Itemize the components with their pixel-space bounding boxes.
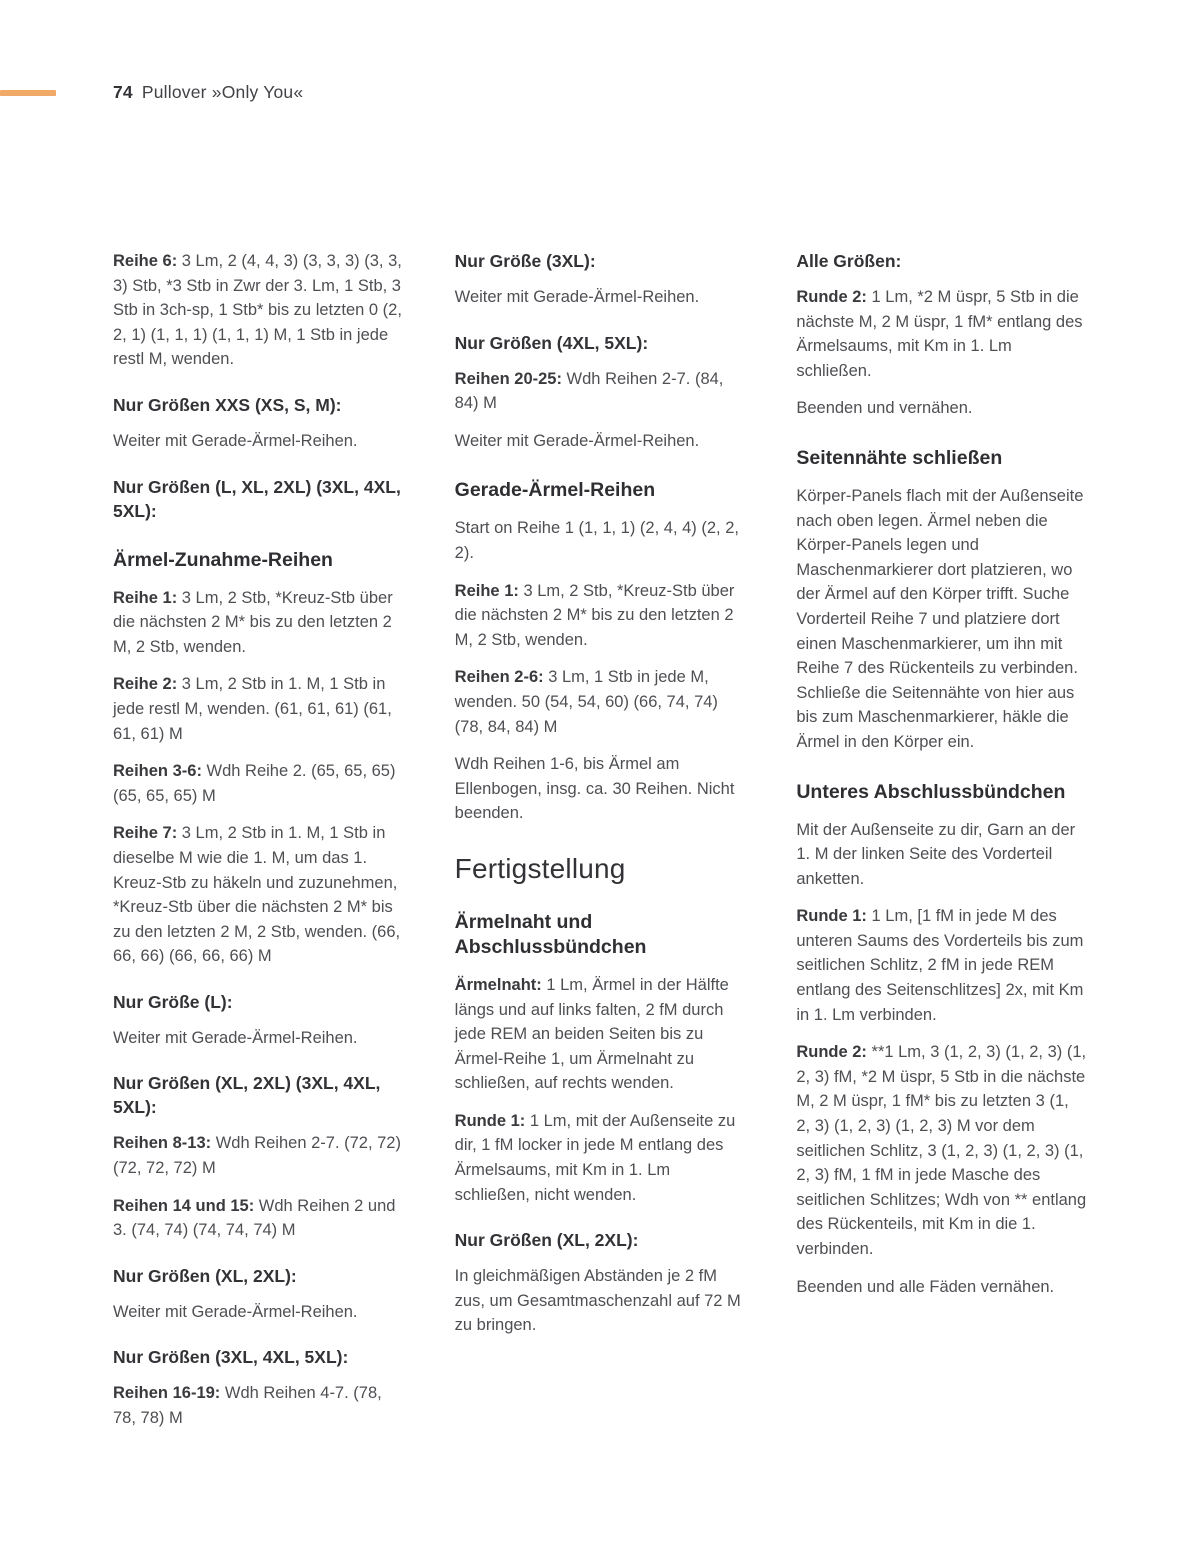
paragraph: Weiter mit Gerade-Ärmel-Reihen. bbox=[454, 288, 700, 306]
row-label: Runde 2: bbox=[796, 288, 867, 306]
column-1 bbox=[113, 249, 404, 1444]
row-label: Reihen 2-6: bbox=[454, 668, 544, 687]
column-3 bbox=[796, 249, 1087, 1444]
instruction-paragraph: Reihen 8-13: Wdh Reihen 2-7. (72, 72) (72, 72, 72) M bbox=[113, 1134, 401, 1178]
page-title: Pullover »Only You« bbox=[141, 82, 304, 102]
row-label: Reihe 7: bbox=[113, 824, 178, 843]
size-heading: Nur Größe (L): bbox=[113, 991, 233, 1012]
subsection-heading: Unteres Abschlussbündchen bbox=[796, 780, 1066, 803]
row-label: Ärmelnaht: bbox=[454, 975, 542, 994]
instruction-paragraph: Runde 2: **1 Lm, 3 (1, 2, 3) (1, 2, 3) (1, 2, 3) fM, *2 M üspr, 5 Stb in die nächste M, 2 M üspr, 1 fM* bis zu letzten 3 (1, 2, 3) (1, 2, 3) (1, 2, 3) M vor dem seitlichen Schlitz, 3 (1, 2, 3) (1, 2, 3) (1, 2, 3) fM, 1 fM in jede Masche des seitlichen Schlitzes; Wdh von ** entlang des Rückenteils, mit Km in die 1. verbinden. bbox=[796, 1043, 1087, 1258]
instruction-paragraph: Reihen 3-6: Wdh Reihe 2. (65, 65, 65) (65, 65, 65) M bbox=[113, 762, 396, 805]
instruction-paragraph: Reihen 2-6: 3 Lm, 1 Stb in jede M, wenden. 50 (54, 54, 60) (66, 74, 74) (78, 84, 84) M bbox=[454, 668, 718, 736]
paragraph: Beenden und alle Fäden vernähen. bbox=[796, 1277, 1055, 1296]
row-label: Reihen 8-13: bbox=[113, 1134, 212, 1153]
row-label: Runde 1: bbox=[454, 1111, 526, 1130]
accent-bar bbox=[0, 90, 56, 96]
row-label: Runde 2: bbox=[796, 1043, 867, 1062]
instruction-paragraph: Ärmelnaht: 1 Lm, Ärmel in der Hälfte längs und auf links falten, 2 fM durch jede REM an beiden Seiten bis zu Ärmel-Reihe 1, um Ärmelnaht zu schließen, auf rechts wenden. bbox=[454, 975, 729, 1093]
size-heading: Nur Größen (3XL, 4XL, 5XL): bbox=[113, 1347, 349, 1368]
paragraph: Weiter mit Gerade-Ärmel-Reihen. bbox=[113, 1302, 358, 1321]
instruction-paragraph: Reihe 7: 3 Lm, 2 Stb in 1. M, 1 Stb in dieselbe M wie die 1. M, um das 1. Kreuz-Stb zu häkeln und zuzunehmen, *Kreuz-Stb über die nächsten 2 M* bis zu den letzten 2 M, 2 Stb, wenden. (66, 66, 66) (66, 66, 66) M bbox=[113, 824, 401, 966]
size-heading: Nur Größen XXS (XS, S, M): bbox=[113, 394, 342, 415]
row-label: Reihen 14 und 15: bbox=[113, 1196, 255, 1215]
column-2 bbox=[455, 249, 746, 1444]
size-heading: Nur Größen (XL, 2XL): bbox=[454, 1230, 639, 1251]
paragraph: Beenden und vernähen. bbox=[796, 399, 973, 418]
row-label: Reihen 16-19: bbox=[113, 1384, 221, 1403]
size-heading: Nur Größen (XL, 2XL): bbox=[113, 1265, 297, 1286]
instruction-paragraph: Reihe 2: 3 Lm, 2 Stb in 1. M, 1 Stb in jede restl M, wenden. (61, 61, 61) (61, 61, 61) M bbox=[113, 675, 392, 743]
instruction-paragraph: Reihe 1: 3 Lm, 2 Stb, *Kreuz-Stb über die nächsten 2 M* bis zu den letzten 2 M, 2 Stb, wenden. bbox=[454, 581, 735, 649]
instruction-paragraph: Runde 1: 1 Lm, mit der Außenseite zu dir, 1 fM locker in jede M entlang des Ärmelsaums, mit Km in 1. Lm schließen, nicht wenden. bbox=[454, 1111, 736, 1204]
section-title: Fertigstellung bbox=[454, 852, 626, 884]
row-label: Reihen 20-25: bbox=[454, 369, 562, 388]
subsection-heading: Ärmel-Zunahme-Reihen bbox=[113, 548, 333, 571]
instruction-paragraph: Reihe 6: 3 Lm, 2 (4, 4, 3) (3, 3, 3) (3, 3, 3) Stb, *3 Stb in Zwr der 3. Lm, 1 Stb, 3 Stb in 3ch-sp, 1 Stb* bis zu letzten 0 (2, 2, 1) (1, 1, 1) (1, 1, 1) M, 1 Stb in jede restl M, wenden. bbox=[113, 252, 402, 369]
subsection-heading: Seitennähte schließen bbox=[796, 446, 1003, 469]
row-label: Reihe 6: bbox=[113, 252, 178, 270]
row-label: Reihe 2: bbox=[113, 675, 178, 694]
size-heading: Nur Größe (3XL): bbox=[454, 251, 596, 271]
size-heading: Nur Größen (L, XL, 2XL) (3XL, 4XL, 5XL): bbox=[113, 476, 401, 521]
paragraph: Mit der Außenseite zu dir, Garn an der 1. M der linken Seite des Vorderteil anketten. bbox=[796, 820, 1076, 888]
size-heading: Alle Größen: bbox=[796, 251, 902, 271]
subsection-heading: Gerade-Ärmel-Reihen bbox=[454, 479, 656, 502]
columns bbox=[113, 249, 1087, 1444]
instruction-paragraph: Runde 2: 1 Lm, *2 M üspr, 5 Stb in die nächste M, 2 M üspr, 1 fM* entlang des Ärmelsaums, mit Km in 1. Lm schließen. bbox=[796, 288, 1083, 380]
row-label: Reihe 1: bbox=[454, 581, 519, 600]
row-label: Reihe 1: bbox=[113, 588, 178, 607]
paragraph: Weiter mit Gerade-Ärmel-Reihen. bbox=[113, 431, 358, 450]
paragraph: Wdh Reihen 1-6, bis Ärmel am Ellenbogen, insg. ca. 30 Reihen. Nicht beenden. bbox=[454, 755, 735, 823]
paragraph: Körper-Panels flach mit der Außenseite nach oben legen. Ärmel neben die Körper-Panels legen und Maschenmarkierer dort platzieren, wo der Ärmel auf den Körper trifft. Suche Vorderteil Reihe 7 und platziere dort einen Maschenmarkierer, um ihn mit Reihe 7 des Rückenteils zu verbinden. Schließe die Seitennähte von hier aus bis zum Maschenmarkierer, häkle die Ärmel in den Körper ein. bbox=[796, 486, 1084, 751]
page-header bbox=[113, 82, 303, 103]
paragraph: In gleichmäßigen Abständen je 2 fM zus, um Gesamtmaschenzahl auf 72 M zu bringen. bbox=[454, 1267, 741, 1335]
page-number: 74 bbox=[113, 82, 133, 102]
paragraph: Start on Reihe 1 (1, 1, 1) (2, 4, 4) (2, 2, 2). bbox=[454, 519, 739, 562]
subsection-heading: Ärmelnaht und Abschlussbündchen bbox=[454, 910, 647, 958]
paragraph: Weiter mit Gerade-Ärmel-Reihen. bbox=[454, 431, 700, 450]
instruction-paragraph: Runde 1: 1 Lm, [1 fM in jede M des unteren Saums des Vorderteils bis zum seitlichen Schlitz, 2 fM in jede REM entlang des Seitenschlitzes] 2x, mit Km in 1. Lm verbinden. bbox=[796, 907, 1084, 1024]
row-label: Runde 1: bbox=[796, 907, 867, 926]
row-label: Reihen 3-6: bbox=[113, 762, 202, 781]
size-heading: Nur Größen (4XL, 5XL): bbox=[454, 332, 649, 353]
instruction-paragraph: Reihen 14 und 15: Wdh Reihen 2 und 3. (74, 74) (74, 74, 74) M bbox=[113, 1196, 396, 1240]
instruction-paragraph: Reihen 16-19: Wdh Reihen 4-7. (78, 78, 78) M bbox=[113, 1384, 382, 1428]
instruction-paragraph: Reihe 1: 3 Lm, 2 Stb, *Kreuz-Stb über die nächsten 2 M* bis zu den letzten 2 M, 2 Stb, wenden. bbox=[113, 588, 393, 656]
instruction-paragraph: Reihen 20-25: Wdh Reihen 2-7. (84, 84) M bbox=[454, 369, 724, 413]
paragraph: Weiter mit Gerade-Ärmel-Reihen. bbox=[113, 1028, 358, 1047]
size-heading: Nur Größen (XL, 2XL) (3XL, 4XL, 5XL): bbox=[113, 1073, 381, 1118]
